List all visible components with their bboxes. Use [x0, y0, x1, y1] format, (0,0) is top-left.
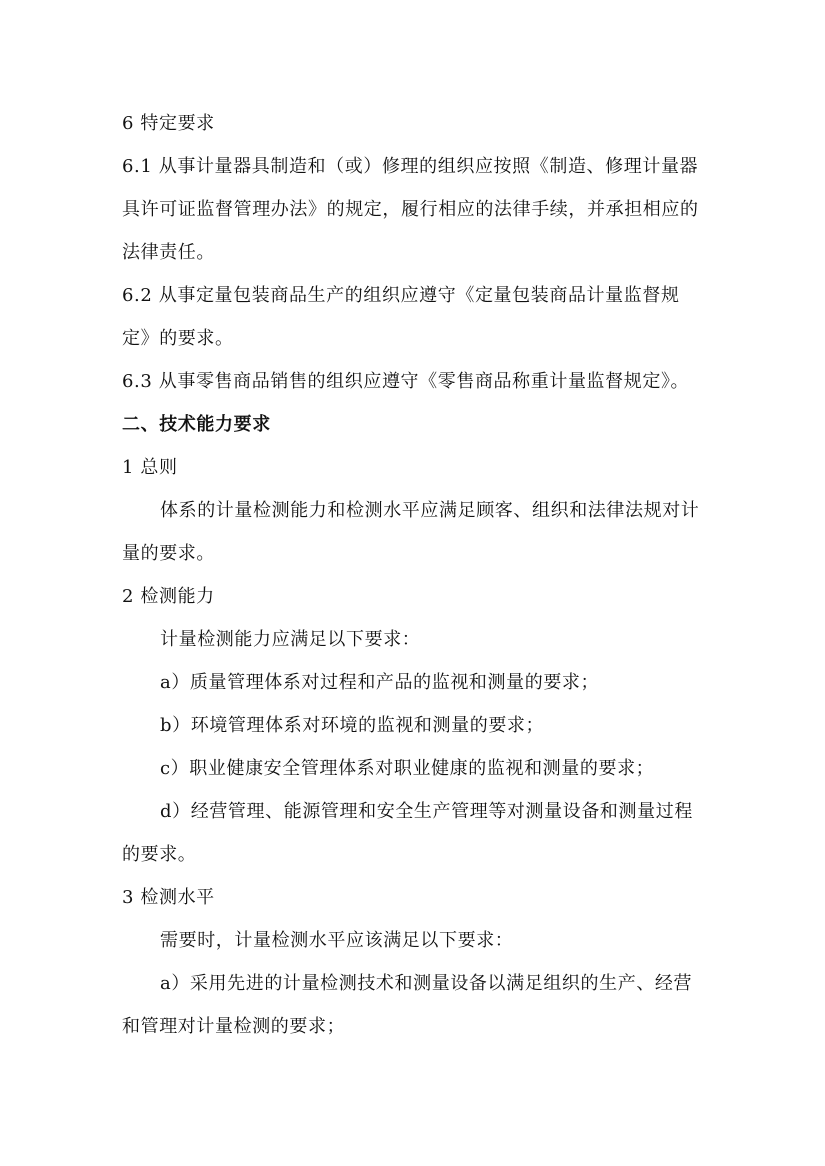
section-2-item-a: a）质量管理体系对过程和产品的监视和测量的要求；: [160, 672, 600, 693]
section-2-item-b: b）环境管理体系对环境的监视和测量的要求；: [160, 715, 545, 736]
section-3-item-a-line-2: 和管理对计量检测的要求；: [122, 1016, 346, 1037]
paragraph-6-2-line-1: 6.2 从事定量包装商品生产的组织应遵守《定量包装商品计量监督规: [122, 285, 680, 306]
section-1-heading: 1 总则: [122, 457, 178, 478]
section-2-item-d-line-1: d）经营管理、能源管理和安全生产管理等对测量设备和测量过程: [160, 801, 693, 822]
section-2-item-d-line-2: 的要求。: [122, 844, 197, 865]
section-3-heading: 3 检测水平: [122, 887, 215, 908]
section-3-intro: 需要时，计量检测水平应该满足以下要求：: [160, 930, 514, 951]
paragraph-6-1-line-3: 法律责任。: [122, 242, 215, 263]
section-3-item-a-line-1: a）采用先进的计量检测技术和测量设备以满足组织的生产、经营: [160, 973, 693, 994]
paragraph-6-2-line-2: 定》的要求。: [122, 328, 234, 349]
paragraph-6-3-line-1: 6.3 从事零售商品销售的组织应遵守《零售商品称重计量监督规定》。: [122, 371, 690, 392]
paragraph-6-1-line-2: 具许可证监督管理办法》的规定，履行相应的法律手续，并承担相应的: [122, 199, 699, 220]
part-2-heading: 二、技术能力要求: [122, 414, 271, 435]
section-2-item-c: c）职业健康安全管理体系对职业健康的监视和测量的要求；: [160, 758, 655, 779]
section-1-paragraph-line-1: 体系的计量检测能力和检测水平应满足顾客、组织和法律法规对计: [160, 500, 700, 521]
section-6-heading: 6 特定要求: [122, 113, 215, 134]
section-2-heading: 2 检测能力: [122, 586, 215, 607]
section-2-intro: 计量检测能力应满足以下要求：: [160, 629, 421, 650]
paragraph-6-1-line-1: 6.1 从事计量器具制造和（或）修理的组织应按照《制造、修理计量器: [122, 156, 699, 177]
section-1-paragraph-line-2: 量的要求。: [122, 543, 215, 564]
